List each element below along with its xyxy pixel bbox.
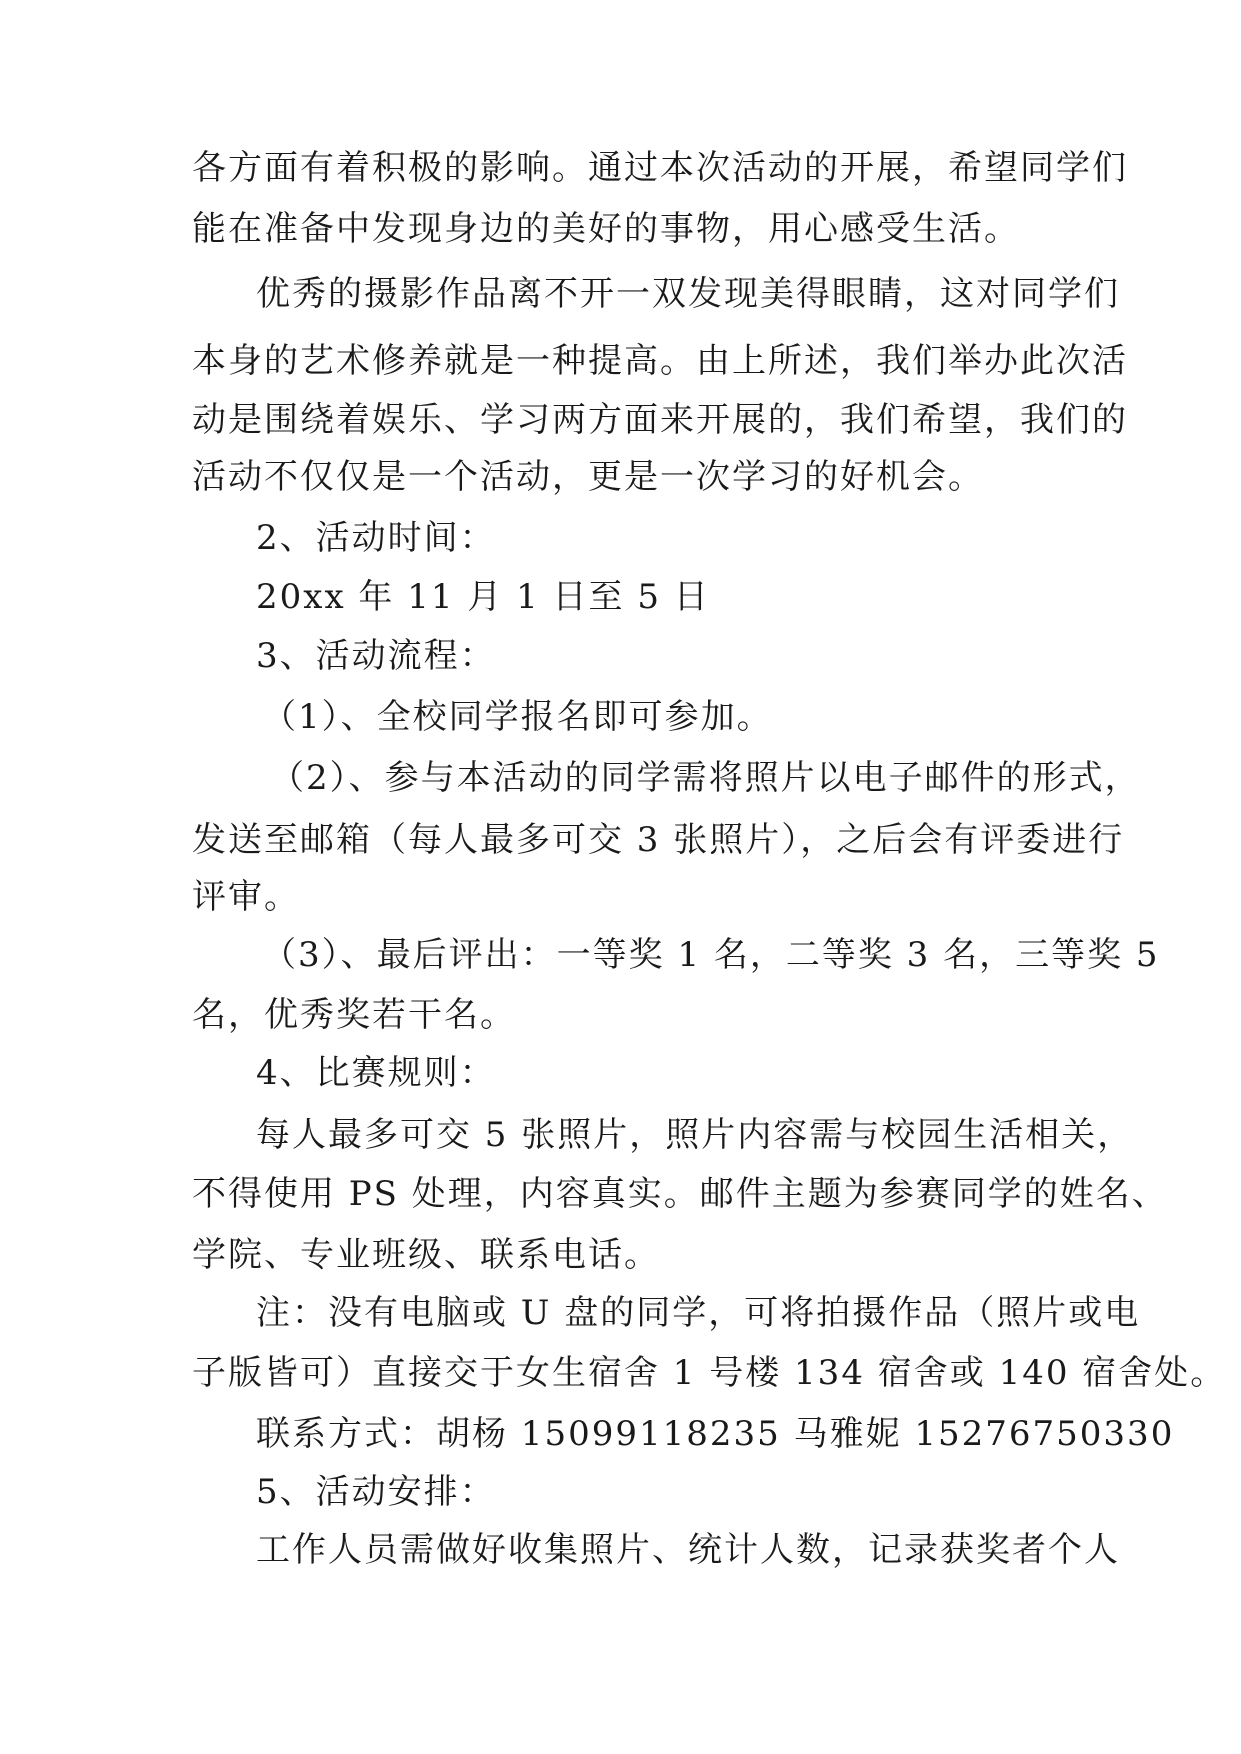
paragraph-line: 20xx 年 11 月 1 日至 5 日: [256, 577, 710, 617]
paragraph-line: 各方面有着积极的影响。通过本次活动的开展，希望同学们: [192, 148, 1128, 188]
paragraph-line: 能在准备中发现身边的美好的事物，用心感受生活。: [192, 209, 1020, 249]
paragraph-line: 优秀的摄影作品离不开一双发现美得眼睛，这对同学们: [256, 274, 1120, 314]
paragraph-line: 名，优秀奖若干名。: [192, 995, 516, 1035]
paragraph-line: 工作人员需做好收集照片、统计人数，记录获奖者个人: [256, 1530, 1120, 1570]
contact-line: 联系方式：胡杨 15099118235 马雅妮 15276750330: [256, 1414, 1175, 1454]
paragraph-line: 活动不仅仅是一个活动，更是一次学习的好机会。: [192, 457, 984, 497]
paragraph-line: 子版皆可）直接交于女生宿舍 1 号楼 134 宿舍或 140 宿舍处。: [192, 1353, 1227, 1393]
paragraph-line: 评审。: [192, 877, 300, 917]
paragraph-line: 动是围绕着娱乐、学习两方面来开展的，我们希望，我们的: [192, 400, 1128, 440]
paragraph-line: 不得使用 PS 处理，内容真实。邮件主题为参赛同学的姓名、: [192, 1174, 1168, 1214]
paragraph-line: 发送至邮箱（每人最多可交 3 张照片），之后会有评委进行: [192, 820, 1125, 860]
section-heading: 4、比赛规则：: [256, 1053, 496, 1093]
paragraph-line: 注：没有电脑或 U 盘的同学，可将拍摄作品（照片或电: [256, 1293, 1141, 1333]
paragraph-line: 学院、专业班级、联系电话。: [192, 1235, 660, 1275]
paragraph-line: 本身的艺术修养就是一种提高。由上所述，我们举办此次活: [192, 341, 1128, 381]
list-item: （2）、参与本活动的同学需将照片以电子邮件的形式，: [270, 758, 1141, 798]
section-heading: 5、活动安排：: [256, 1472, 496, 1512]
list-item: （1）、全校同学报名即可参加。: [262, 697, 773, 737]
list-item: （3）、最后评出：一等奖 1 名，二等奖 3 名，三等奖 5: [262, 935, 1160, 975]
section-heading: 2、活动时间：: [256, 518, 496, 558]
section-heading: 3、活动流程：: [256, 636, 496, 676]
paragraph-line: 每人最多可交 5 张照片，照片内容需与校园生活相关，: [256, 1115, 1134, 1155]
